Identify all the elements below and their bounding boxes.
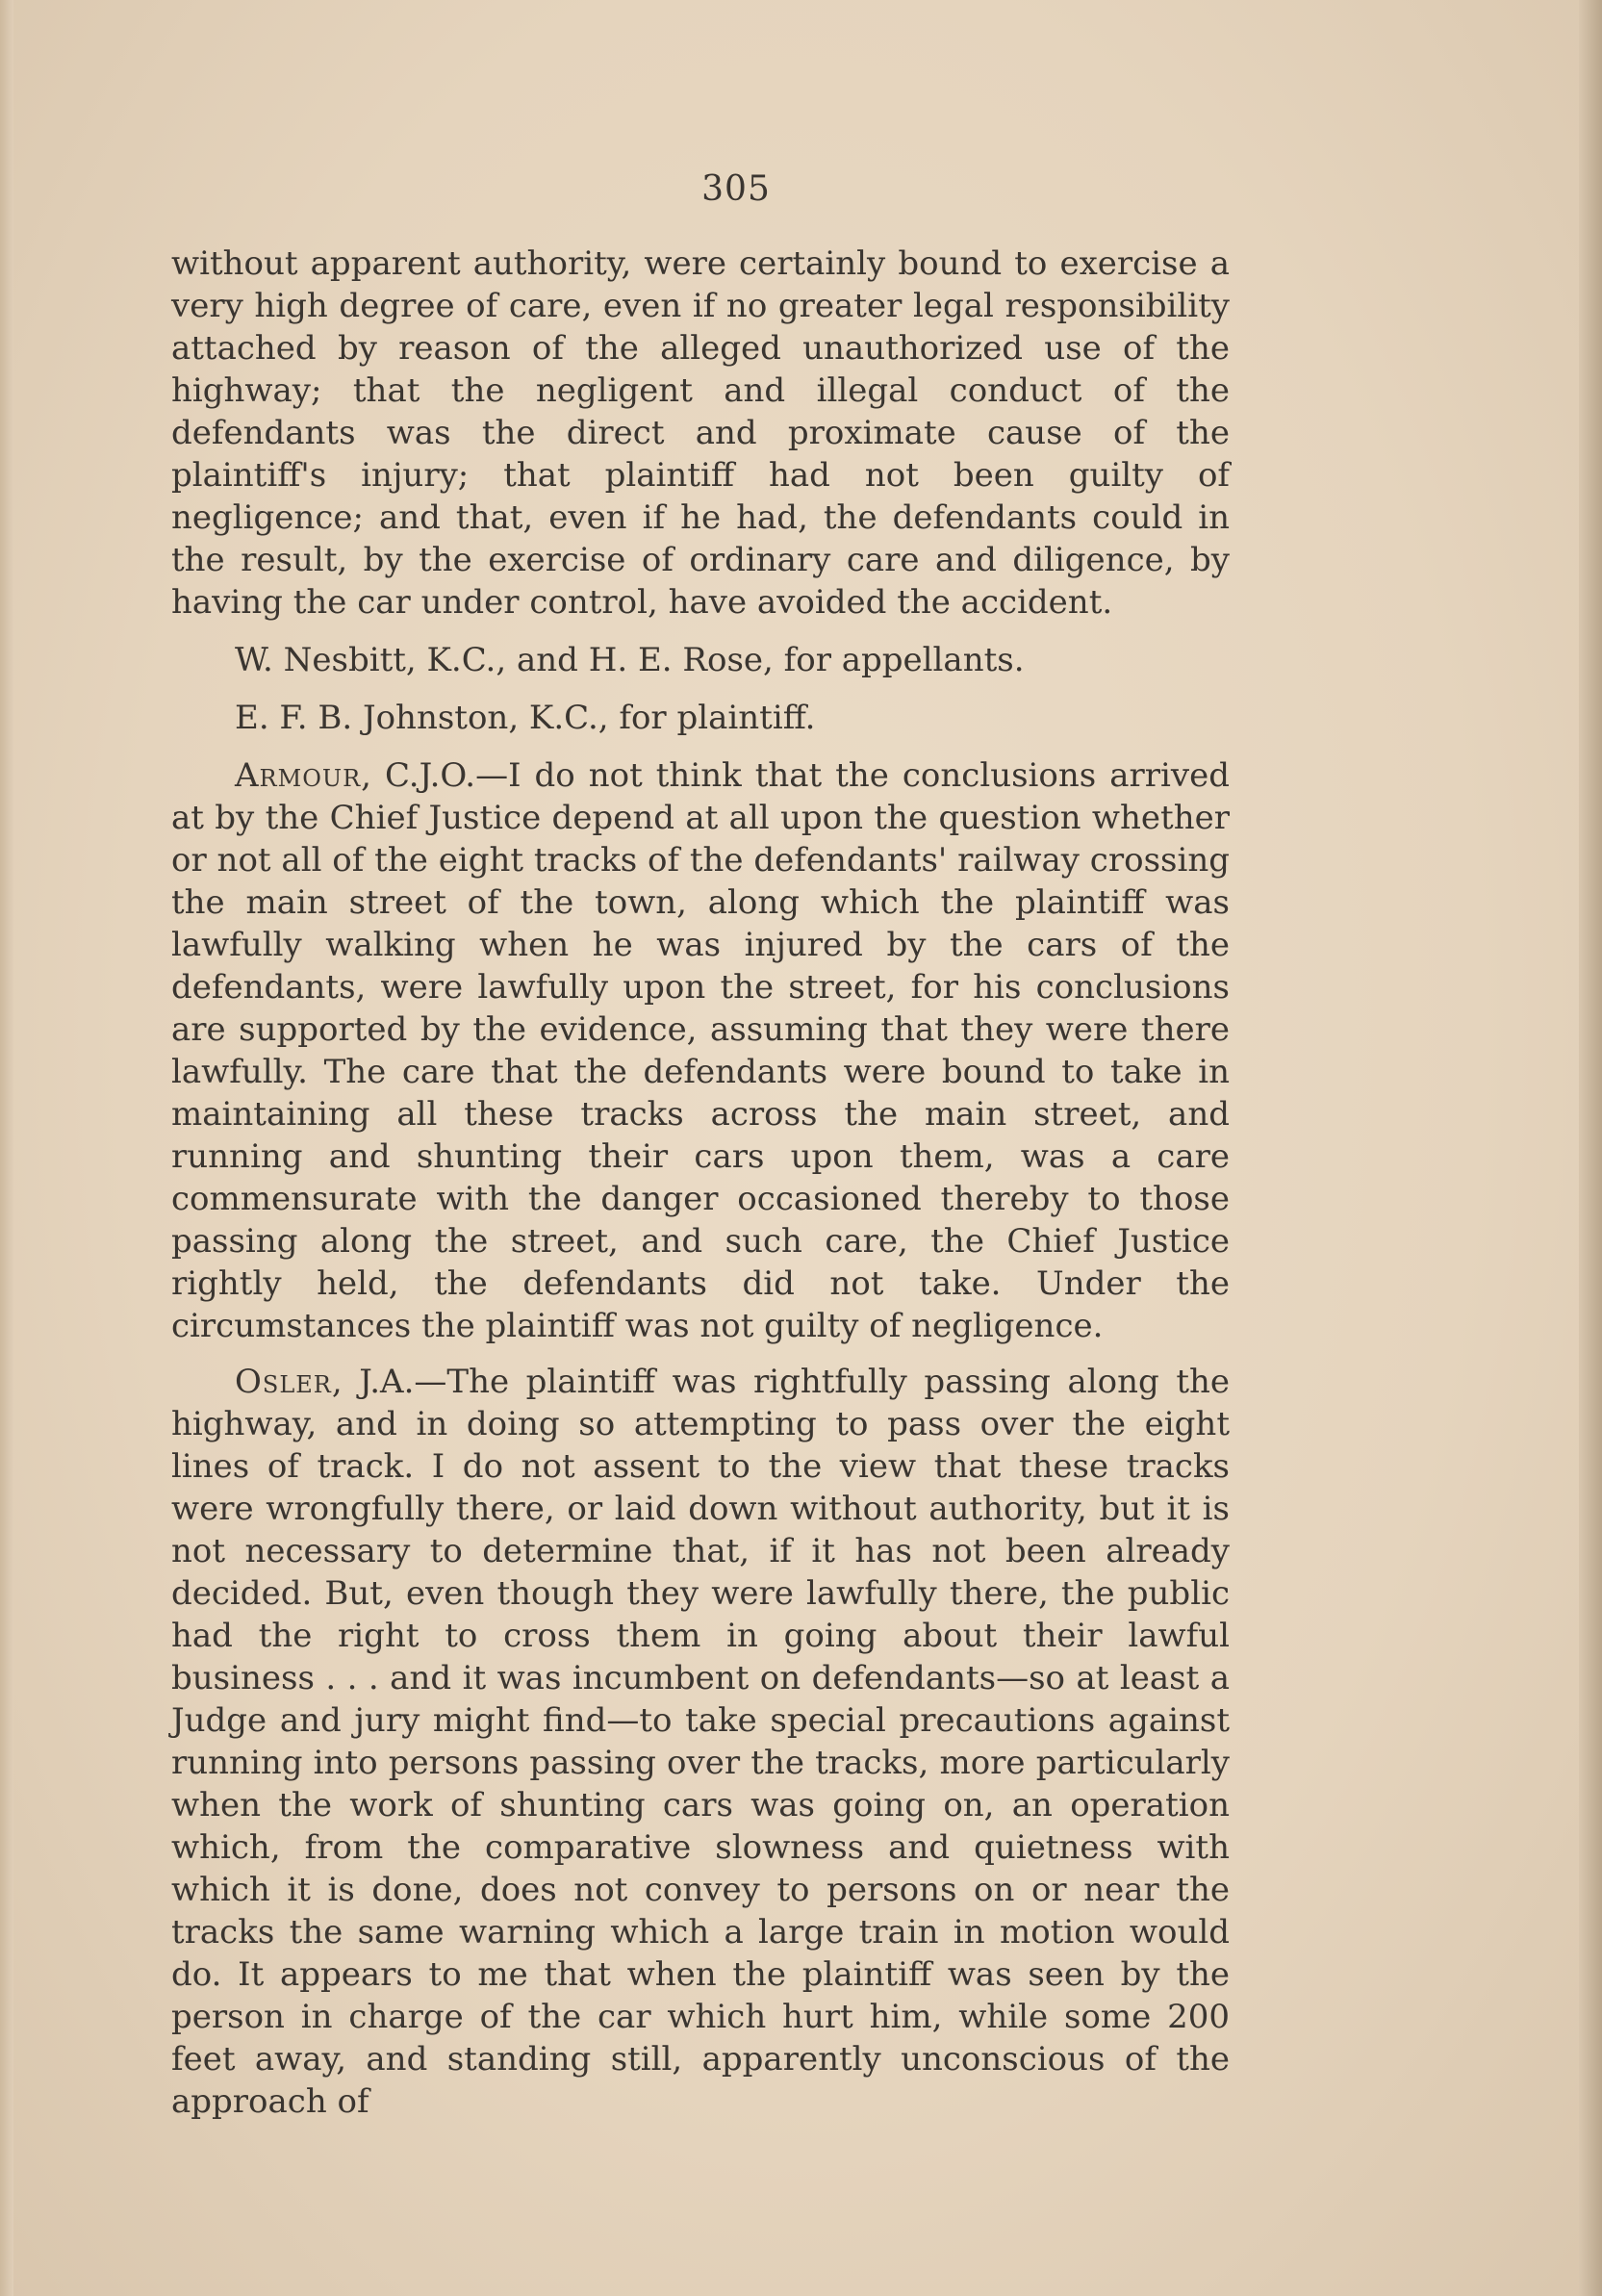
counsel-plaintiff: E. F. B. Johnston, K.C., for plaintiff. <box>235 699 816 737</box>
page-right-edge <box>1579 0 1602 2296</box>
judge-name: Armour <box>235 756 362 795</box>
judge-name: Osler <box>235 1363 332 1401</box>
opinion-text: —I do not think that the conclusions arrived at by the Chief Justice depend at all upon the question whether or not all of the eight tracks of the defendants' railway crossing the main street of the town, along which the plaintiff was lawfully walking when he was injured by the cars of the defendants, were lawfully upon the street, for his conclusions are supported by the evidence, assuming that they were there lawfully. The care that the defendants were bound to take in maintaining all these tracks across the main street, and running and shunting their cars upon them, was a care commensurate with the danger occasioned thereby to those passing along the street, and such care, the Chief Justice rightly held, the defendants did not take. Under the circumstances the plaintiff was not guilty of negligence. <box>171 756 1230 1345</box>
page-number: 305 <box>701 169 771 209</box>
opinion-armour <box>171 754 1230 1347</box>
opinion-osler <box>171 1361 1230 2123</box>
judge-title: , J.A. <box>331 1363 415 1401</box>
opinion-text: —The plaintiff was rightfully passing along the highway, and in doing so attempting to pass over the eight lines of track. I do not assent to the view that these tracks were wrongfully there, or laid down without authority, but it is not necessary to determine that, if it has not been already decided. But, even though they were lawfully there, the public had the right to cross them in going about their lawful business . . . and it was incumbent on defendants—so at least a Judge and jury might find—to take special precautions against running into persons passing over the tracks, more particularly when the work of shunting cars was going on, an operation which, from the comparative slowness and quietness with which it is done, does not convey to persons on or near the tracks the same warning which a large train in motion would do. It appears to me that when the plaintiff was seen by the person in charge of the car which hurt him, while some 200 feet away, and standing still, apparently unconscious of the approach of <box>171 1363 1230 2121</box>
continuation-paragraph: without apparent authority, were certainly bound to exercise a very high degree of care, even if no greater legal responsibility attached by reason of the alleged unauthorized use of the highway; that the negligent and illegal conduct of the defendants was the direct and proximate cause of the plaintiff's injury; that plaintiff had not been guilty of negligence; and that, even if he had, the defendants could in the result, by the exercise of ordinary care and diligence, by having the car under control, have avoided the accident. <box>171 244 1230 622</box>
judge-title: , C.J.O. <box>361 756 476 795</box>
page-body <box>171 242 1230 2136</box>
page-left-edge <box>0 0 13 2296</box>
counsel-appellants: W. Nesbitt, K.C., and H. E. Rose, for appellants. <box>235 641 1025 679</box>
